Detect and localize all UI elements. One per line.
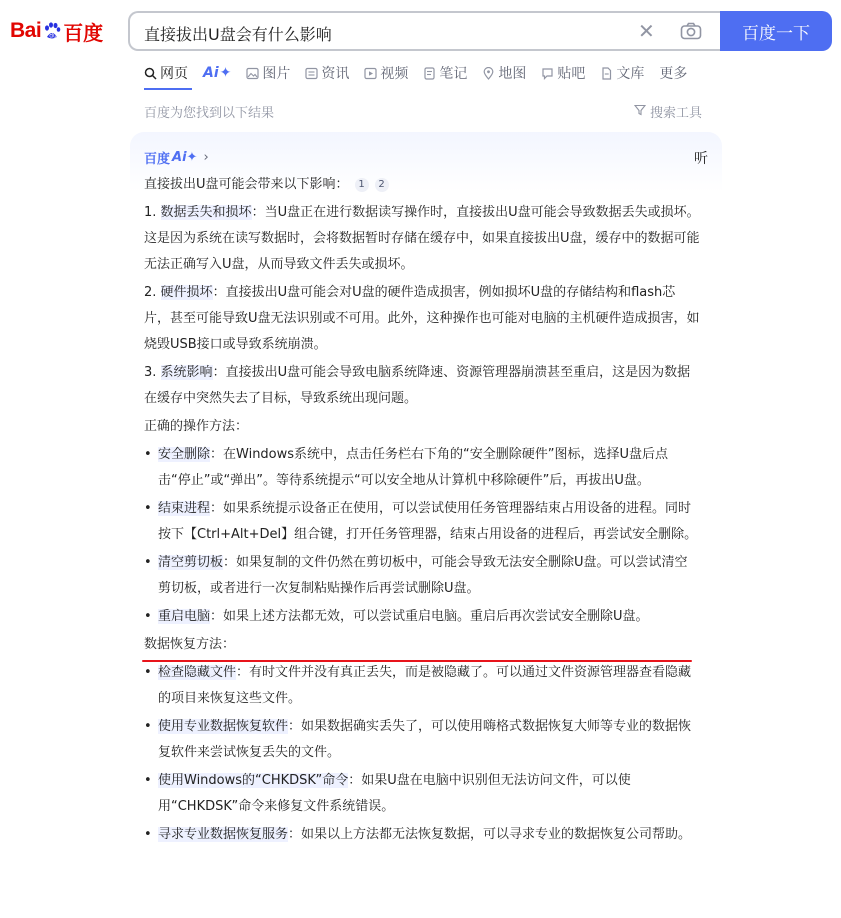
- ops-heading: 正确的操作方法：: [144, 419, 249, 434]
- ops-text: ：如果复制的文件仍然在剪切板中，可能会导致无法安全删除U盘。可以尝试清空剪切板，或者进行一次复制粘贴操作后再尝试删除U盘。: [158, 555, 688, 596]
- video-icon: [364, 67, 377, 80]
- doc-icon: [600, 67, 613, 80]
- impact-number: 3.: [144, 365, 157, 380]
- recover-text: ：如果数据确实丢失了，可以使用嗨格式数据恢复大师等专业的数据恢复软件来尝试恢复丢失的文件。: [158, 719, 692, 760]
- active-tab-indicator: [144, 88, 192, 90]
- impact-number: 1.: [144, 205, 157, 220]
- clear-icon[interactable]: ✕: [638, 19, 655, 43]
- impact-text: ：当U盘正在进行数据读写操作时，直接拔出U盘可能会导致数据丢失或损坏。这是因为系统在读写数据时，会将数据暂时存储在缓存中，如果直接拔出U盘，缓存中的数据可能无法正确写入U盘，从而导致文件丢失或损坏。: [144, 205, 700, 272]
- tab-label: 资讯: [321, 66, 350, 82]
- ops-text: ：如果上述方法都无效，可以尝试重启电脑。重启后再次尝试安全删除U盘。: [210, 609, 649, 624]
- tab-video[interactable]: [364, 63, 408, 83]
- impact-text: ：直接拔出U盘可能会导致电脑系统降速、资源管理器崩溃甚至重启，这是因为数据在缓存中突然失去了目标，导致系统出现问题。: [144, 365, 691, 406]
- impact-number: 2.: [144, 285, 157, 300]
- recover-text: ：有时文件并没有真正丢失，而是被隐藏了。可以通过文件资源管理器查看隐藏的项目来恢复这些文件。: [158, 665, 692, 706]
- tab-label: 文库: [616, 66, 645, 82]
- tab-images[interactable]: [246, 63, 290, 83]
- ops-item: [144, 604, 700, 630]
- impact-title[interactable]: 数据丢失和损坏: [160, 205, 252, 220]
- note-icon: [423, 67, 436, 80]
- map-pin-icon: [482, 67, 495, 80]
- tab-label: 视频: [380, 66, 409, 82]
- ops-text: ：在Windows系统中，点击任务栏右下角的“安全删除硬件”图标，选择U盘后点击“停止”或“弹出”。等待系统提示“可以安全地从计算机中移除硬件”后，再拔出U盘。: [158, 447, 669, 488]
- recover-item: [144, 714, 700, 766]
- intro-text: 直接拔出U盘可能会带来以下影响：: [144, 177, 349, 192]
- tab-news[interactable]: [305, 63, 349, 83]
- ops-item: [144, 550, 700, 602]
- filter-icon: [634, 104, 646, 120]
- impact-text: ：直接拔出U盘可能会对U盘的硬件造成损害，例如损坏U盘的存储结构和flash芯片，甚至可能导致U盘无法识别或不可用。此外，这种操作也可能对电脑的主机硬件造成损害，如烧毁USB接口或导致系统崩溃。: [144, 285, 700, 352]
- tab-label: 网页: [160, 66, 188, 82]
- tab-web[interactable]: [144, 63, 188, 83]
- ops-text: ：如果系统提示设备正在使用，可以尝试使用任务管理器结束占用设备的进程。同时按下【Ctrl+Alt+Del】组合键，打开任务管理器，结束占用设备的进程后，再尝试安全删除。: [158, 501, 698, 542]
- search-tools-label: 搜索工具: [650, 106, 703, 121]
- recover-item: [144, 660, 700, 712]
- ops-item: [144, 496, 700, 548]
- ops-title[interactable]: 安全删除: [158, 447, 211, 462]
- search-icon: [144, 67, 157, 80]
- logo-text-bai: Bai: [10, 19, 42, 42]
- svg-text:du: du: [49, 32, 58, 39]
- baidu-logo[interactable]: [10, 14, 103, 48]
- ai-card-brand: 百度: [144, 152, 171, 167]
- recover-item: [144, 822, 700, 848]
- impact-title[interactable]: 系统影响: [160, 365, 213, 380]
- result-note: 百度为您找到以下结果: [144, 106, 275, 121]
- recover-title[interactable]: 使用Windows的“CHKDSK”命令: [158, 773, 349, 788]
- news-icon: [305, 67, 318, 80]
- logo-text-baidu: 百度: [63, 20, 104, 45]
- chevron-right-icon: ›: [203, 150, 209, 165]
- ai-answer-content: [144, 172, 700, 850]
- listen-button[interactable]: 听: [694, 151, 708, 167]
- impact-item: [144, 200, 700, 278]
- search-button[interactable]: 百度一下: [720, 11, 832, 51]
- recover-text: ：如果U盘在电脑中识别但无法访问文件，可以使用“CHKDSK”命令来修复文件系统错误。: [158, 773, 631, 814]
- recover-heading: 数据恢复方法：: [144, 637, 236, 652]
- tab-wenku[interactable]: [600, 63, 644, 83]
- search-input[interactable]: [128, 11, 720, 51]
- ops-title[interactable]: 重启电脑: [158, 609, 211, 624]
- recover-item: [144, 768, 700, 820]
- paw-icon: [42, 21, 62, 46]
- recover-title[interactable]: 检查隐藏文件: [158, 665, 237, 680]
- recover-text: ：如果以上方法都无法恢复数据，可以寻求专业的数据恢复公司帮助。: [288, 827, 692, 842]
- impact-title[interactable]: 硬件损坏: [160, 285, 213, 300]
- recover-title[interactable]: 使用专业数据恢复软件: [158, 719, 289, 734]
- search-tools-button[interactable]: [634, 102, 702, 121]
- tab-ai[interactable]: [203, 65, 231, 81]
- impact-item: [144, 360, 700, 412]
- ai-card-ai-label: Ai✦: [172, 150, 198, 165]
- ops-title[interactable]: 清空剪切板: [158, 555, 224, 570]
- tab-more[interactable]: [659, 63, 687, 83]
- search-tabs: [144, 62, 702, 84]
- tieba-icon: [541, 67, 554, 80]
- ops-title[interactable]: 结束进程: [158, 501, 211, 516]
- ai-answer-intro: [144, 172, 700, 198]
- tab-notes[interactable]: [423, 63, 467, 83]
- tab-label: Ai: [203, 65, 219, 81]
- ai-sparkle-icon: ✦: [219, 65, 232, 81]
- tab-label: 贴吧: [557, 66, 586, 82]
- impact-item: [144, 280, 700, 358]
- camera-icon[interactable]: [680, 22, 702, 40]
- tab-label: 笔记: [439, 66, 468, 82]
- tab-label: 地图: [498, 66, 527, 82]
- tab-map[interactable]: [482, 63, 526, 83]
- ai-answer-card: [130, 132, 722, 918]
- ai-card-header[interactable]: [144, 148, 209, 167]
- tab-label: 图片: [262, 66, 291, 82]
- recover-title[interactable]: 寻求专业数据恢复服务: [158, 827, 289, 842]
- ops-item: [144, 442, 700, 494]
- image-icon: [246, 67, 259, 80]
- tab-tieba[interactable]: [541, 63, 585, 83]
- citation-badge[interactable]: 1: [355, 178, 369, 192]
- search-query[interactable]: 直接拔出U盘会有什么影响: [144, 25, 332, 44]
- citation-badge[interactable]: 2: [375, 178, 389, 192]
- annotation-underline: [142, 660, 692, 662]
- tab-label: 更多: [659, 66, 688, 82]
